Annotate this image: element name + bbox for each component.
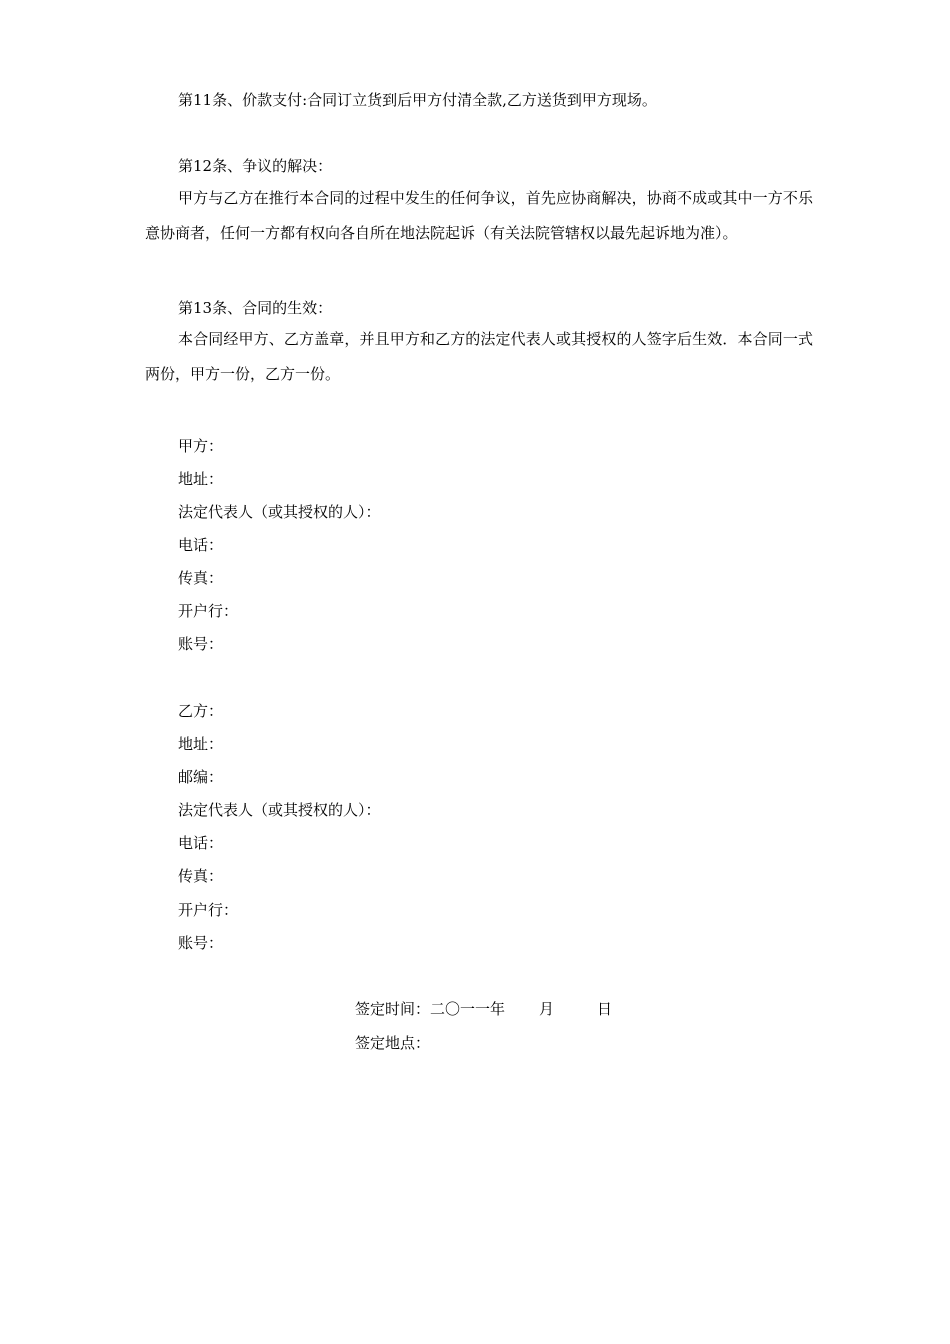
party-a-rep-label: 法定代表人（或其授权的人）：	[178, 503, 381, 521]
article-12-title: 第12条、争议的解决：	[178, 157, 333, 175]
party-a-bank-label: 开户行：	[178, 602, 239, 620]
party-b-postcode-label: 邮编：	[178, 768, 224, 786]
party-a-address-label: 地址：	[178, 470, 224, 488]
signing-time-row	[355, 999, 612, 1019]
article-13-body: 本合同经甲方、乙方盖章，并且甲方和乙方的法定代表人或其授权的人签字后生效．本合同一式两份，甲方一份，乙方一份。	[145, 330, 813, 383]
article-11: 第11条、价款支付:合同订立货到后甲方付清全款,乙方送货到甲方现场。	[178, 91, 657, 109]
party-a-name-label: 甲方：	[178, 437, 224, 455]
signing-month: 月	[539, 1000, 555, 1018]
signing-time-label: 签定时间：二〇一一年	[355, 1000, 506, 1018]
party-b-account-label: 账号：	[178, 934, 224, 952]
party-a-phone-label: 电话：	[178, 536, 224, 554]
article-13-title: 第13条、合同的生效：	[178, 299, 333, 317]
party-b-phone-label: 电话：	[178, 834, 224, 852]
party-b-name-label: 乙方：	[178, 702, 224, 720]
party-b-bank-label: 开户行：	[178, 901, 239, 919]
party-a-fax-label: 传真：	[178, 569, 224, 587]
article-12-body: 甲方与乙方在推行本合同的过程中发生的任何争议，首先应协商解决，协商不成或其中一方不乐意协商者，任何一方都有权向各自所在地法院起诉（有关法院管辖权以最先起诉地为准）。	[145, 189, 813, 242]
party-a-account-label: 账号：	[178, 635, 224, 653]
signing-place-label: 签定地点：	[355, 1034, 431, 1052]
signing-day: 日	[597, 1000, 613, 1018]
party-b-rep-label: 法定代表人（或其授权的人）：	[178, 801, 381, 819]
party-b-address-label: 地址：	[178, 735, 224, 753]
party-b-fax-label: 传真：	[178, 867, 224, 885]
